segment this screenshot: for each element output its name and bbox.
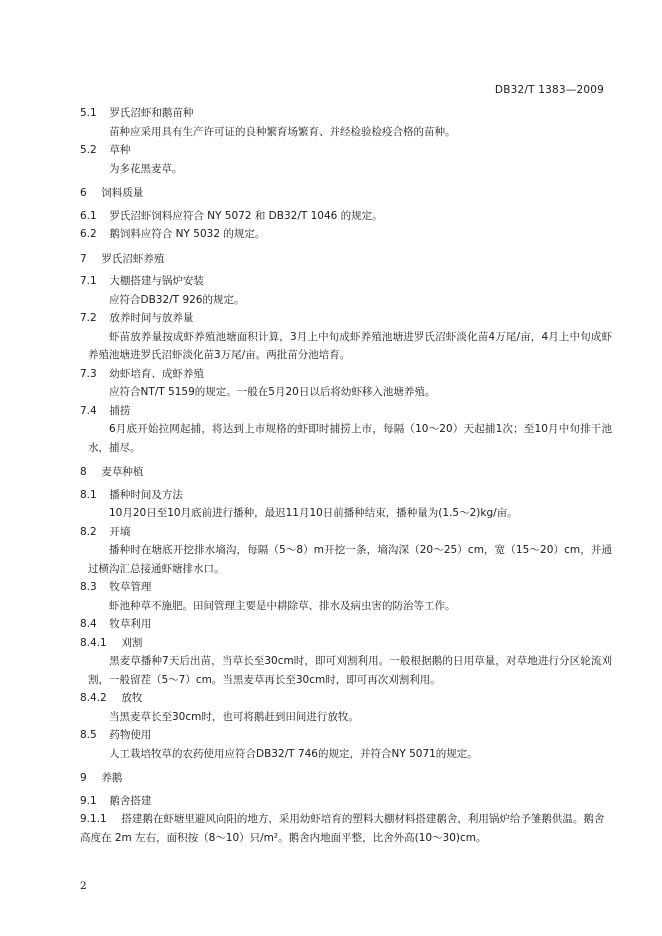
document-body bbox=[80, 104, 612, 847]
clause-title: 养鹅 bbox=[101, 772, 123, 784]
clause-title: 药物使用 bbox=[109, 729, 152, 741]
clause-number: 5.1 bbox=[80, 107, 97, 119]
clause-title: 麦草种植 bbox=[101, 466, 144, 478]
clause-number: 9.1.1 bbox=[80, 813, 107, 825]
clause-number: 9.1 bbox=[80, 794, 97, 807]
paragraph: 10月20日至10月底前进行播种，最迟11月10日前播种结束，播种量为(1.5～2)kg/亩。 bbox=[109, 507, 518, 519]
clause-number: 7.1 bbox=[80, 275, 97, 287]
clause-heading bbox=[80, 634, 612, 653]
clause-number: 8.4 bbox=[80, 618, 97, 630]
clause-title: 饲料质量 bbox=[101, 187, 144, 199]
paragraph: 应符合NT/T 5159的规定。一般在5月20日以后将幼虾移入池塘养殖。 bbox=[109, 386, 436, 398]
clause-number: 9 bbox=[80, 772, 87, 784]
clause-number: 6 bbox=[80, 187, 87, 199]
paragraph: 当黑麦草长至30cm时，也可将鹅赶到田间进行放牧。 bbox=[109, 710, 359, 723]
paragraph: 虾池种草不施肥。田间管理主要是中耕除草、排水及病虫害的防治等工作。 bbox=[109, 599, 456, 612]
subsection-heading bbox=[80, 272, 612, 291]
clause-number: 6.2 bbox=[80, 228, 97, 240]
clause-title: 放养时间与放养量 bbox=[109, 312, 194, 324]
clause-title: 捕捞 bbox=[109, 404, 131, 417]
page-number: 2 bbox=[80, 880, 87, 892]
section-heading bbox=[80, 769, 612, 788]
clause-title: 搭建鹅在虾塘里避风向阳的地方，采用幼虾培育的塑料大棚材料搭建鹅舍，利用锅炉给予雏鹅供温。鹅舍高度在 2m 左右，面积按（8～10）只/m²。鹅舍内地面平整，比舍外高(10～30)cm。 bbox=[80, 813, 605, 844]
section-heading bbox=[80, 184, 612, 203]
clause-title: 牧草利用 bbox=[109, 618, 152, 630]
clause-number: 8.2 bbox=[80, 525, 97, 538]
subsection-heading bbox=[80, 365, 612, 384]
document-code: DB32/T 1383—2009 bbox=[494, 84, 604, 96]
paragraph: 虾苗放养量按成虾养殖池塘面积计算，3月上中旬成虾养殖池塘进罗氏沼虾淡化苗4万尾/亩，4月上中旬成虾养殖池塘进罗氏沼虾淡化苗3万尾/亩。两批苗分池培育。 bbox=[88, 330, 612, 361]
paragraph: 苗种应采用具有生产许可证的良种繁育场繁育、并经检验检疫合格的苗种。 bbox=[109, 125, 456, 138]
clause-title: 开墒 bbox=[109, 525, 131, 538]
paragraph: 6月底开始拉网起捕，将达到上市规格的虾即时捕捞上市，每隔（10～20）天起捕1次；至10月中旬排干池水，捕尽。 bbox=[88, 423, 612, 454]
subsection-heading bbox=[80, 523, 612, 542]
clause-title: 刈割 bbox=[121, 636, 143, 649]
subsection-heading bbox=[80, 615, 612, 634]
subsection-heading bbox=[80, 225, 612, 244]
paragraph: 人工栽培牧草的农药使用应符合DB32/T 746的规定，并符合NY 5071的规定。 bbox=[109, 747, 478, 760]
clause-title: 罗氏沼虾饲料应符合 NY 5072 和 DB32/T 1046 的规定。 bbox=[109, 209, 383, 222]
subsection-heading bbox=[80, 402, 612, 421]
clause-number: 6.1 bbox=[80, 209, 97, 222]
subsection-heading bbox=[80, 104, 612, 123]
clause-number: 8 bbox=[80, 466, 87, 478]
section-heading bbox=[80, 463, 612, 482]
clause-number: 8.5 bbox=[80, 729, 97, 741]
clause-number: 7.3 bbox=[80, 367, 97, 380]
clause-number: 8.4.2 bbox=[80, 692, 107, 704]
clause-title: 牧草管理 bbox=[109, 581, 152, 593]
paragraph: 应符合DB32/T 926的规定。 bbox=[109, 293, 245, 306]
clause-title: 罗氏沼虾养殖 bbox=[101, 252, 165, 265]
clause-number: 8.1 bbox=[80, 488, 97, 501]
subsection-heading bbox=[80, 141, 612, 160]
clause-number: 5.2 bbox=[80, 144, 97, 156]
clause-heading bbox=[80, 689, 612, 708]
clause-heading bbox=[80, 810, 612, 847]
subsection-heading bbox=[80, 207, 612, 226]
paragraph: 播种时在塘底开挖排水墒沟，每隔（5～8）m开挖一条，墒沟深（20～25）cm，宽（15～20）cm，并通过横沟汇总接通虾塘排水口。 bbox=[88, 544, 612, 575]
subsection-heading bbox=[80, 792, 612, 811]
clause-number: 8.3 bbox=[80, 581, 97, 593]
section-heading bbox=[80, 250, 612, 269]
clause-title: 放牧 bbox=[121, 692, 143, 704]
clause-number: 8.4.1 bbox=[80, 636, 107, 649]
clause-title: 鹅舍搭建 bbox=[109, 794, 152, 807]
clause-number: 7.4 bbox=[80, 404, 97, 417]
subsection-heading bbox=[80, 726, 612, 745]
paragraph: 为多花黑麦草。 bbox=[109, 162, 183, 175]
subsection-heading bbox=[80, 486, 612, 505]
clause-number: 7.2 bbox=[80, 312, 97, 324]
clause-title: 大棚搭建与锅炉安装 bbox=[109, 275, 204, 287]
clause-title: 鹅饲料应符合 NY 5032 的规定。 bbox=[109, 228, 266, 240]
clause-title: 幼虾培育、成虾养殖 bbox=[109, 367, 204, 380]
clause-title: 播种时间及方法 bbox=[109, 488, 183, 501]
clause-title: 罗氏沼虾和鹅苗种 bbox=[109, 107, 194, 119]
clause-title: 草种 bbox=[109, 144, 131, 156]
paragraph: 黑麦草播种7天后出苗，当草长至30cm时，即可刈割利用。一般根据鹅的日用草量，对草地进行分区轮流刈割，一般留茬（5～7）cm。当黑麦草再长至30cm时，即可再次刈割利用。 bbox=[88, 655, 612, 686]
subsection-heading bbox=[80, 578, 612, 597]
subsection-heading bbox=[80, 309, 612, 328]
clause-number: 7 bbox=[80, 252, 87, 265]
